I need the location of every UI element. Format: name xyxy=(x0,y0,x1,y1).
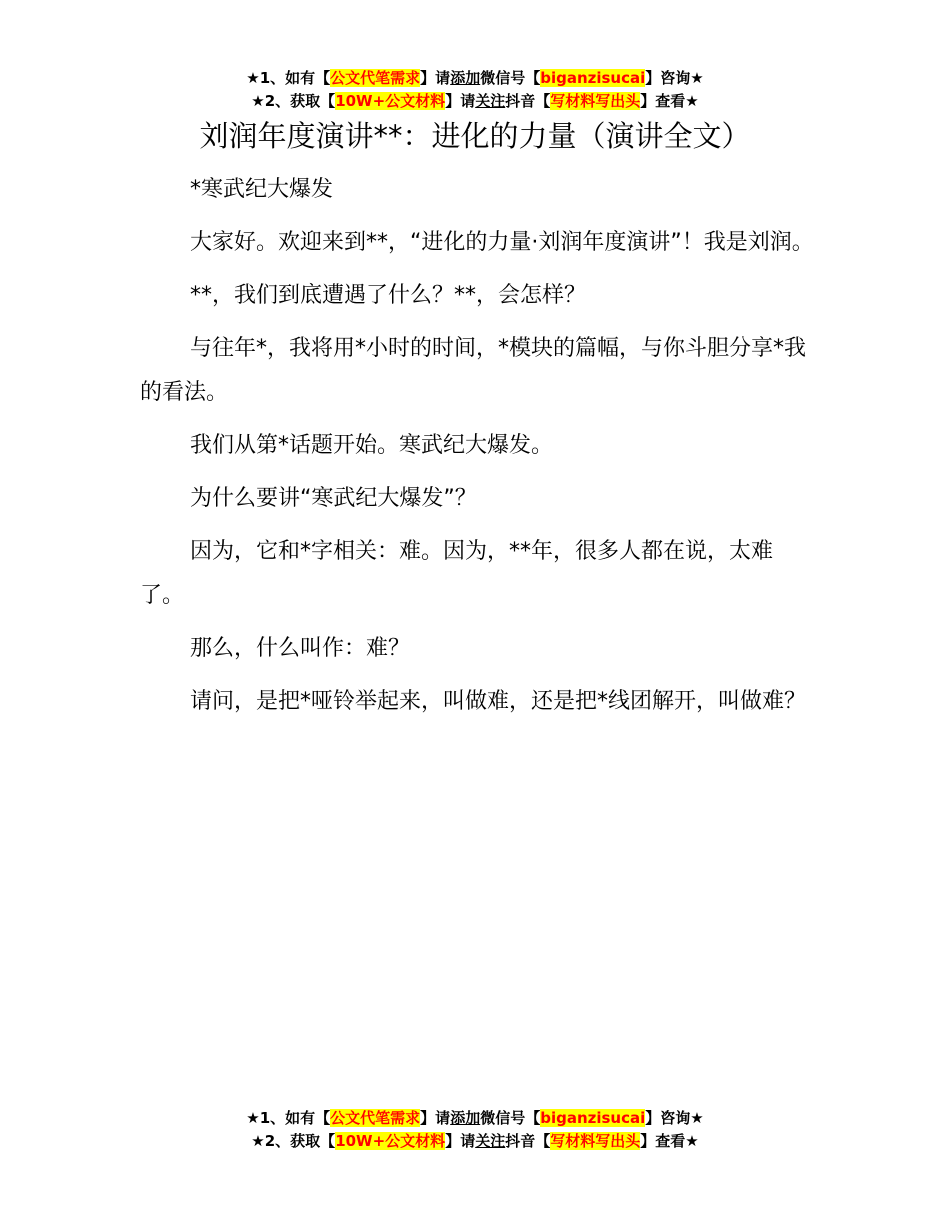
promo-text: 】查看★ xyxy=(640,1132,699,1150)
promo-line-2 xyxy=(0,1130,950,1153)
promo-underlined-text: 关注 xyxy=(475,1132,506,1150)
promo-text: 抖音【 xyxy=(505,92,551,110)
paragraph: 与往年*，我将用*小时的时间，*模块的篇幅，与你斗胆分享*我的看法。 xyxy=(140,336,807,405)
document-title: 刘润年度演讲**：进化的力量（演讲全文） xyxy=(199,119,751,153)
promo-text: 】查看★ xyxy=(640,92,699,110)
promo-highlight-service: 公文代笔需求 xyxy=(330,1109,421,1127)
paragraph: 因为，它和*字相关：难。因为，**年，很多人都在说，太难了。 xyxy=(140,539,774,608)
promo-text: 】请 xyxy=(445,92,476,110)
promo-text: 微信号【 xyxy=(480,69,541,87)
promo-text: ★1、如有【 xyxy=(246,1109,331,1127)
footer-promo-banner xyxy=(0,1107,950,1153)
paragraph: **，我们到底遭遇了什么？**，会怎样？ xyxy=(190,283,587,308)
promo-text: ★2、获取【 xyxy=(251,1132,336,1150)
promo-line-2 xyxy=(0,90,950,113)
promo-highlight-materials: 10W+公文材料 xyxy=(335,1132,446,1150)
promo-underlined-text: 添加 xyxy=(450,69,481,87)
promo-text: ★1、如有【 xyxy=(246,69,331,87)
promo-text: 】咨询★ xyxy=(645,1109,704,1127)
promo-highlight-wechat-id: biganzisucai xyxy=(540,1109,646,1127)
document-body xyxy=(140,168,814,733)
paragraph: 那么，什么叫作：难？ xyxy=(190,636,411,661)
promo-text: 】请 xyxy=(420,69,451,87)
promo-text: 】请 xyxy=(445,1132,476,1150)
promo-underlined-text: 添加 xyxy=(450,1109,481,1127)
promo-text: 抖音【 xyxy=(505,1132,551,1150)
header-promo-banner xyxy=(0,67,950,113)
promo-underlined-text: 关注 xyxy=(475,92,506,110)
paragraph: *寒武纪大爆发 xyxy=(190,177,334,202)
promo-text: ★2、获取【 xyxy=(251,92,336,110)
paragraph: 我们从第*话题开始。寒武纪大爆发。 xyxy=(190,433,554,458)
paragraph: 为什么要讲“寒武纪大爆发”？ xyxy=(190,486,477,511)
promo-highlight-wechat-id: biganzisucai xyxy=(540,69,646,87)
promo-line-1 xyxy=(0,1107,950,1130)
promo-line-1 xyxy=(0,67,950,90)
promo-text: 】咨询★ xyxy=(645,69,704,87)
promo-text: 微信号【 xyxy=(480,1109,541,1127)
promo-highlight-douyin: 写材料写出头 xyxy=(550,1132,641,1150)
paragraph: 请问，是把*哑铃举起来，叫做难，还是把*线团解开，叫做难？ xyxy=(190,689,807,714)
promo-highlight-materials: 10W+公文材料 xyxy=(335,92,446,110)
promo-highlight-service: 公文代笔需求 xyxy=(330,69,421,87)
promo-text: 】请 xyxy=(420,1109,451,1127)
promo-highlight-douyin: 写材料写出头 xyxy=(550,92,641,110)
paragraph: 大家好。欢迎来到**，“进化的力量·刘润年度演讲”！我是刘润。 xyxy=(190,230,814,255)
